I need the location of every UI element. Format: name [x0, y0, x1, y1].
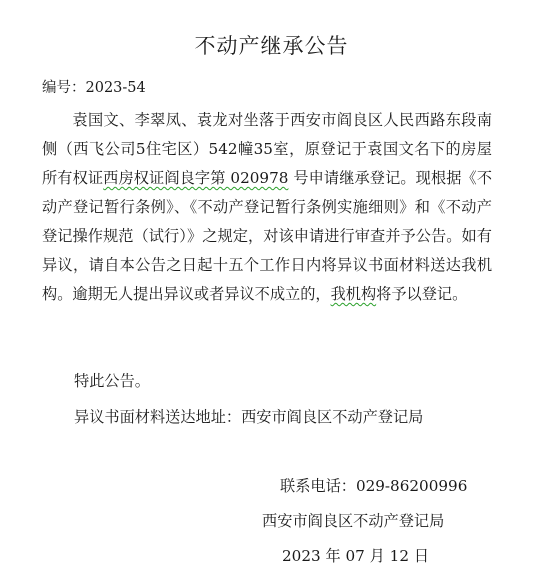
notice-title: 不动产继承公告 — [194, 34, 349, 58]
contact-phone: 联系电话：029-86200996 — [280, 477, 468, 495]
certificate-number: 西房权证阎良字第 020978 — [103, 169, 289, 187]
notice-body — [42, 106, 492, 309]
body-text-part1: 袁国文、李翠凤、袁龙对坐落于西安市阎良区人民西路东段南侧（西飞公司5住宅区）542幢35室，原登记于袁国文名下的房屋所有权证 — [42, 111, 492, 187]
issuer-name: 西安市阎良区不动产登记局 — [262, 512, 445, 530]
body-text-part3: 将予以登记。 — [376, 285, 468, 303]
body-text-part2: 号申请继承登记。现根据《不动产登记暂行条例》、《不动产登记暂行条例实施细则》和《不动产登记操作规范（试行）》之规定，对该申请进行审查并予公告。如有异议，请自本公告之日起十五个工作日内将异议书面材料送达我机构。逾期无人提出异议或者异议不成立的， — [42, 169, 493, 303]
objection-address: 异议书面材料送达地址：西安市阎良区不动产登记局 — [74, 408, 424, 426]
organization-mention: 我机构 — [330, 285, 377, 303]
document-number: 编号：2023-54 — [42, 80, 146, 96]
special-notice: 特此公告。 — [74, 372, 150, 390]
notice-date: 2023 年 07 月 12 日 — [282, 547, 430, 565]
